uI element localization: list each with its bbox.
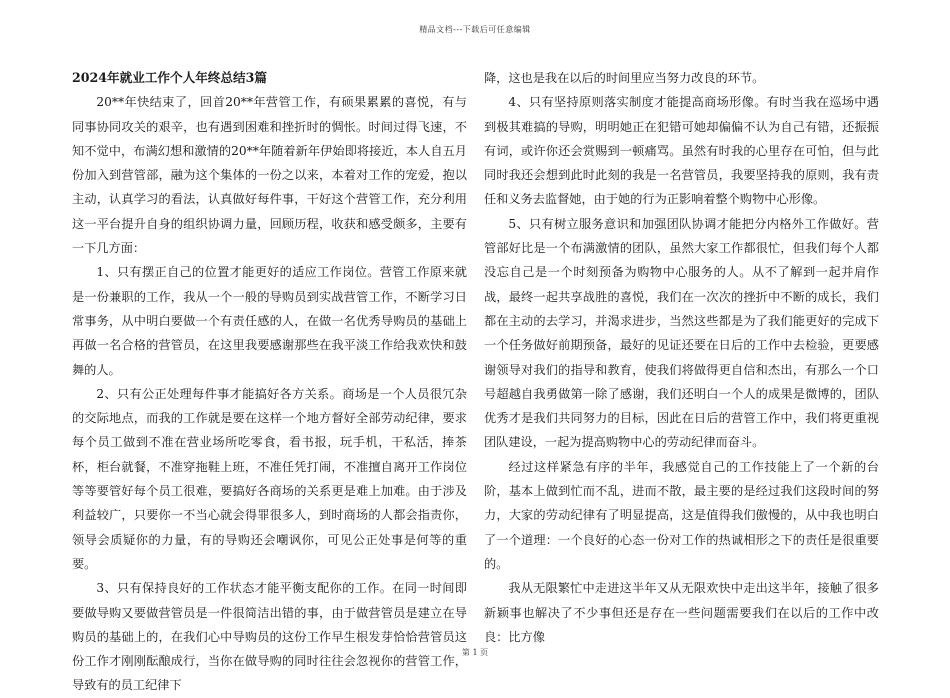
- right-column: [484, 66, 879, 649]
- paragraph-intro: 20**年快结束了，回首20**年营管工作，有硕果累累的喜悦，有与同事协同攻关的艰辛，也有遇到困难和挫折时的惆怅。时间过得飞速，不知不觉中，布满幻想和激情的20**年随着新年伊始即将接近，本人自五月份加入到营管部，融为这个集体的一份之以来，本着对工作的宠爱，抱以主动，认真学习的看法，认真做好每件事，干好这个营管工作，充分利用这一平台提升自身的组织协调力量，回顾历程，收获和感受颇多，主要有一下几方面：: [72, 95, 467, 256]
- paragraph-point-4: 4、只有坚持原则落实制度才能提高商场形像。有时当我在巡场中遇到极其难搞的导购，明明她正在犯错可她却偏偏不认为自己有错，还振振有词，或许你还会赏赐到一顿痛骂。虽然有时我的心里存在可怕，但与此同时我还会想到此时此刻的我是一名营管员，我要坚持我的原则，我有责任和义务去监督她，由于她的行为正影响着整个购物中心形像。: [484, 95, 879, 207]
- page-number: 第 1 页: [461, 648, 489, 657]
- page-header: 精品文档---下载后可任意编辑: [419, 25, 531, 34]
- paragraph-point-3-continued: 降，这也是我在以后的时间里应当努力改良的环节。: [484, 71, 765, 85]
- paragraph-improvements: 我从无限繁忙中走进这半年又从无限欢快中走出这半年，接触了很多新颖事也解决了不少事但还是存在一些问题需要我们在以后的工作中改良：比方像: [484, 581, 879, 644]
- paragraph-point-1: 1、只有摆正自己的位置才能更好的适应工作岗位。营管工作原来就是一份兼职的工作，我从一个一般的导购员到实战营管工作，不断学习日常事务，从中明白要做一个有责任感的人，在做一名优秀导购员的基础上再做一名合格的营管员，在这里我要感谢那些在我平淡工作给我欢快和鼓舞的人。: [72, 265, 467, 377]
- paragraph-point-3: 3、只有保持良好的工作状态才能平衡支配你的工作。在同一时间即要做导购又要做营管员是一件很简洁出错的事，由于做营管员是建立在导购员的基础上的，在我们心中导购员的这份工作早生根发芽恰恰营管员这份工作才刚刚酝酿成行，当你在做导购的同时往往会忽视你的营管工作，导致有的员工纪律下: [72, 581, 467, 693]
- paragraph-point-2: 2、只有公正处理每件事才能搞好各方关系。商场是一个人员很冗杂的交际地点，而我的工作就是要在这样一个地方督好全部劳动纪律，要求每个员工做到不准在营业场所吃零食，看书报，玩手机，干私活，捧茶杯，柜台就餐，不准穿拖鞋上班，不准任凭打闹，不准擅自离开工作岗位等等要管好每个员工很难，要搞好各商场的关系更是难上加难。由于涉及利益较广，只要你一不当心就会得罪很多人，到时商场的人都会指责你，领导会质疑你的力量，有的导购还会嘲讽你，可见公正处事是何等的重要。: [72, 386, 467, 571]
- paragraph-point-5: 5、只有树立服务意识和加强团队协调才能把分内格外工作做好。营管部好比是一个布满激情的团队，虽然大家工作都很忙，但我们每个人都没忘自己是一个时刻预备为购物中心服务的人。从不了解到一起并肩作战，最终一起共享战胜的喜悦，我们在一次次的挫折中不断的成长，我们都在主动的去学习，并渴求进步，当然这些都是为了我们能更好的完成下一个任务做好前期预备，最好的见证还要在日后的工作中去检验，更要感谢领导对我们的指导和教育，使我们将做得更自信和杰出，有那么一个口号超越自我勇做第一除了感谢，我们还明白一个人的成果是微博的，团队优秀才是我们共同努力的目标，因此在日后的营管工作中，我们将更重视团队建设，一起为提高购物中心的劳动纪律而奋斗。: [484, 216, 879, 450]
- document-title: 2024年就业工作个人年终总结3篇: [72, 70, 267, 85]
- paragraph-summary: 经过这样紧急有序的半年，我感觉自己的工作技能上了一个新的台阶，基本上做到忙而不乱，进而不散，最主要的是经过我们这段时间的努力，大家的劳动纪律有了明显提高，这是值得我们傲慢的，从中我也明白了一个道理：一个良好的心态一份对工作的热诚相形之下的责任是很重要的。: [484, 459, 879, 571]
- left-column: [72, 66, 467, 698]
